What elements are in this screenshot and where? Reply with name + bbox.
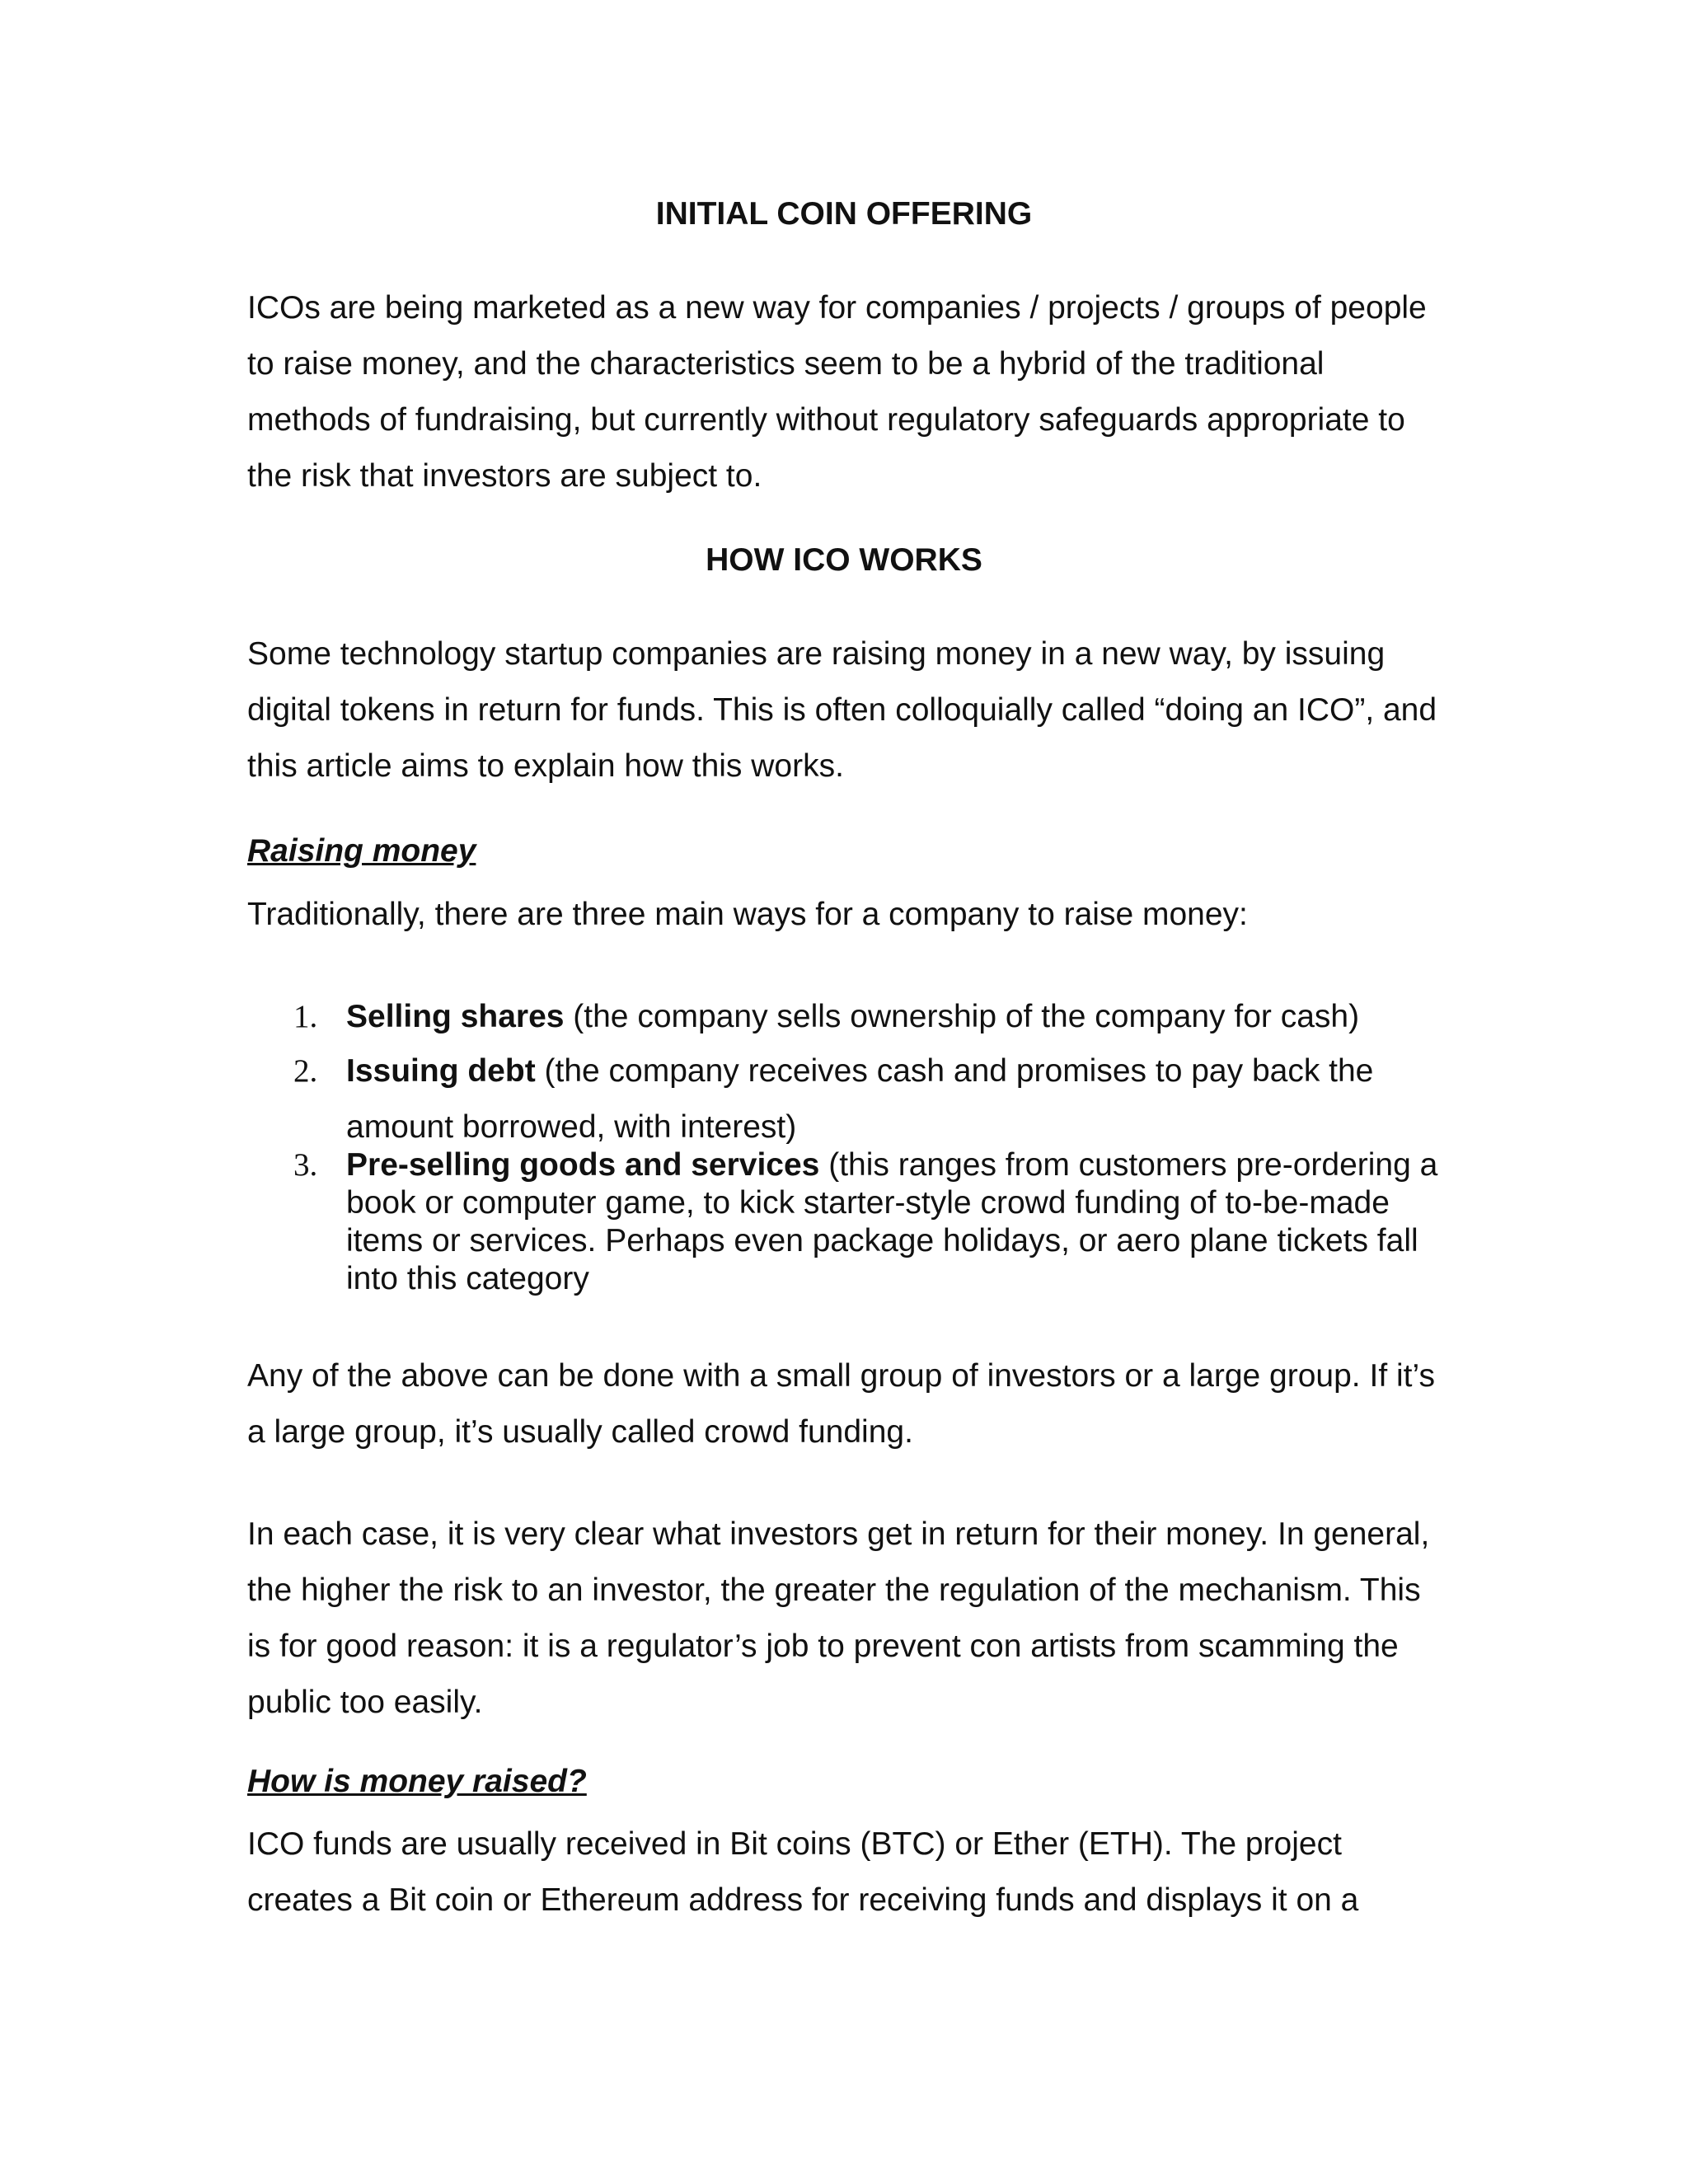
list-number: 2. <box>293 1053 318 1089</box>
section-heading: HOW ICO WORKS <box>706 542 982 578</box>
section-paragraph: Some technology startup companies are raising money in a new way, by issuing digital tokens in return for funds. This is often colloquially called “doing an ICO”, and this article aims to explain how this works. <box>247 636 1437 784</box>
list-number: 3. <box>293 1147 318 1183</box>
list-item-text: (the company receives cash and promises to pay back the amount borrowed, with interest) <box>346 1053 1374 1145</box>
intro-paragraph: ICOs are being marketed as a new way for companies / projects / groups of people to raise money, and the characteristics seem to be a hybrid of the traditional methods of fundraising, but currently without regulatory safeguards appropriate to the risk that investors are subject to. <box>247 290 1427 494</box>
document-title: INITIAL COIN OFFERING <box>655 196 1033 232</box>
list-item <box>293 1043 1464 1155</box>
list-item <box>293 1146 1464 1298</box>
list-item-bold: Selling shares <box>346 999 565 1034</box>
list-item-bold: Issuing debt <box>346 1053 536 1089</box>
list-item <box>293 989 1464 1045</box>
list-item-text: (the company sells ownership of the company for cash) <box>564 999 1360 1034</box>
raising-money-heading: Raising money <box>247 833 476 869</box>
how-raised-paragraph: ICO funds are usually received in Bit coins (BTC) or Ether (ETH). The project creates a Bit coin or Ethereum address for receiving funds and displays it on a <box>247 1826 1359 1918</box>
raising-intro: Traditionally, there are three main ways for a company to raise money: <box>247 897 1248 932</box>
list-number: 1. <box>293 999 318 1034</box>
list-item-bold: Pre-selling goods and services <box>346 1147 820 1183</box>
list-item-text: (this ranges from customers pre-ordering a book or computer game, to kick starter-style crowd funding of to-be-made items or services. Perhaps even package holidays, or aero plane tickets fall into this category <box>346 1147 1438 1296</box>
each-case-paragraph: In each case, it is very clear what investors get in return for their money. In general, the higher the risk to an investor, the greater the regulation of the mechanism. This is for good reason: it is a regulator’s job to prevent con artists from scamming the public too easily. <box>247 1516 1430 1720</box>
after-list-paragraph: Any of the above can be done with a small group of investors or a large group. If it’s a large group, it’s usually called crowd funding. <box>247 1358 1435 1450</box>
how-raised-heading: How is money raised? <box>247 1764 587 1799</box>
